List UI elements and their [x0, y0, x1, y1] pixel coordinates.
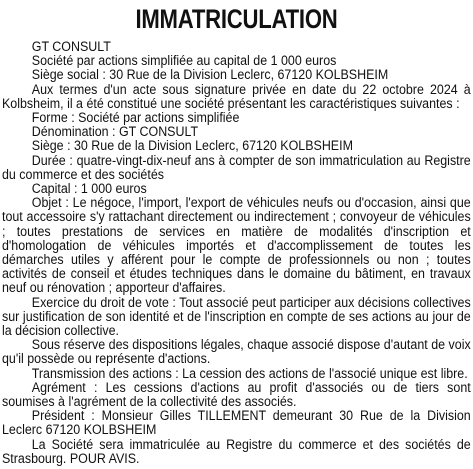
- deed-statement: Aux termes d'un acte sous signature privée en date du 22 octobre 2024 à Kolbsheim, il a été constitué une société présentant les caractéristiques suivantes :: [2, 81, 471, 111]
- notice-body: [2, 40, 471, 466]
- registration-closing: La Société sera immatriculée au Registre du commerce et des sociétés de Strasbourg. POUR AVIS.: [2, 436, 471, 466]
- notice-heading: IMMATRICULATION: [135, 4, 338, 34]
- legal-form: Forme : Société par actions simplifiée: [31, 110, 240, 126]
- capital: Capital : 1 000 euros: [31, 181, 147, 197]
- approval-clause: Agrément : Les cessions d'actions au profit d'associés ou de tiers sont soumises à l'agrément de la collectivité des associés.: [2, 379, 471, 410]
- voting-rights: Exercice du droit de vote : Tout associé peut participer aux décisions collectives sur justification de son identité et de l'inscription en compte de ses actions au jour de la décision collective.: [2, 294, 471, 339]
- president: Président : Monsieur Gilles TILLEMENT demeurant 30 Rue de la Division Leclerc 67120 KOLBSHEIM: [2, 408, 471, 438]
- denomination: Dénomination : GT CONSULT: [31, 124, 199, 140]
- legal-reservation: Sous réserve des dispositions légales, chaque associé dispose d'autant de voix qu'il possède ou représente d'actions.: [2, 337, 471, 367]
- seat: Siège : 30 Rue de la Division Leclerc, 67120 KOLBSHEIM: [31, 138, 353, 154]
- company-form-capital: Société par actions simplifiée au capital de 1 000 euros: [31, 53, 337, 69]
- registered-office: Siège social : 30 Rue de la Division Leclerc, 67120 KOLBSHEIM: [31, 67, 389, 83]
- corporate-purpose: Objet : Le négoce, l'import, l'export de véhicules neufs ou d'occasion, ainsi que tout accessoire s'y rattachant directement ou indirectement ; convoyeur de véhicules ; toutes prestations de services en matière de modalités d'inscription et d'homologation de véhicules importés et d'accomplissement de toutes les démarches utiles y afférent pour le compte de professionnels ou non ; toutes activités de conseil et études techniques dans le domaine du bâtiment, en travaux neuf ou rénovation ; apporteur d'affaires.: [2, 195, 471, 296]
- share-transfer: Transmission des actions : La cession des actions de l'associé unique est libre.: [31, 365, 468, 381]
- company-name: GT CONSULT: [31, 39, 111, 54]
- duration: Durée : quatre-vingt-dix-neuf ans à compter de son immatriculation au Registre du commerce et des sociétés: [2, 152, 471, 182]
